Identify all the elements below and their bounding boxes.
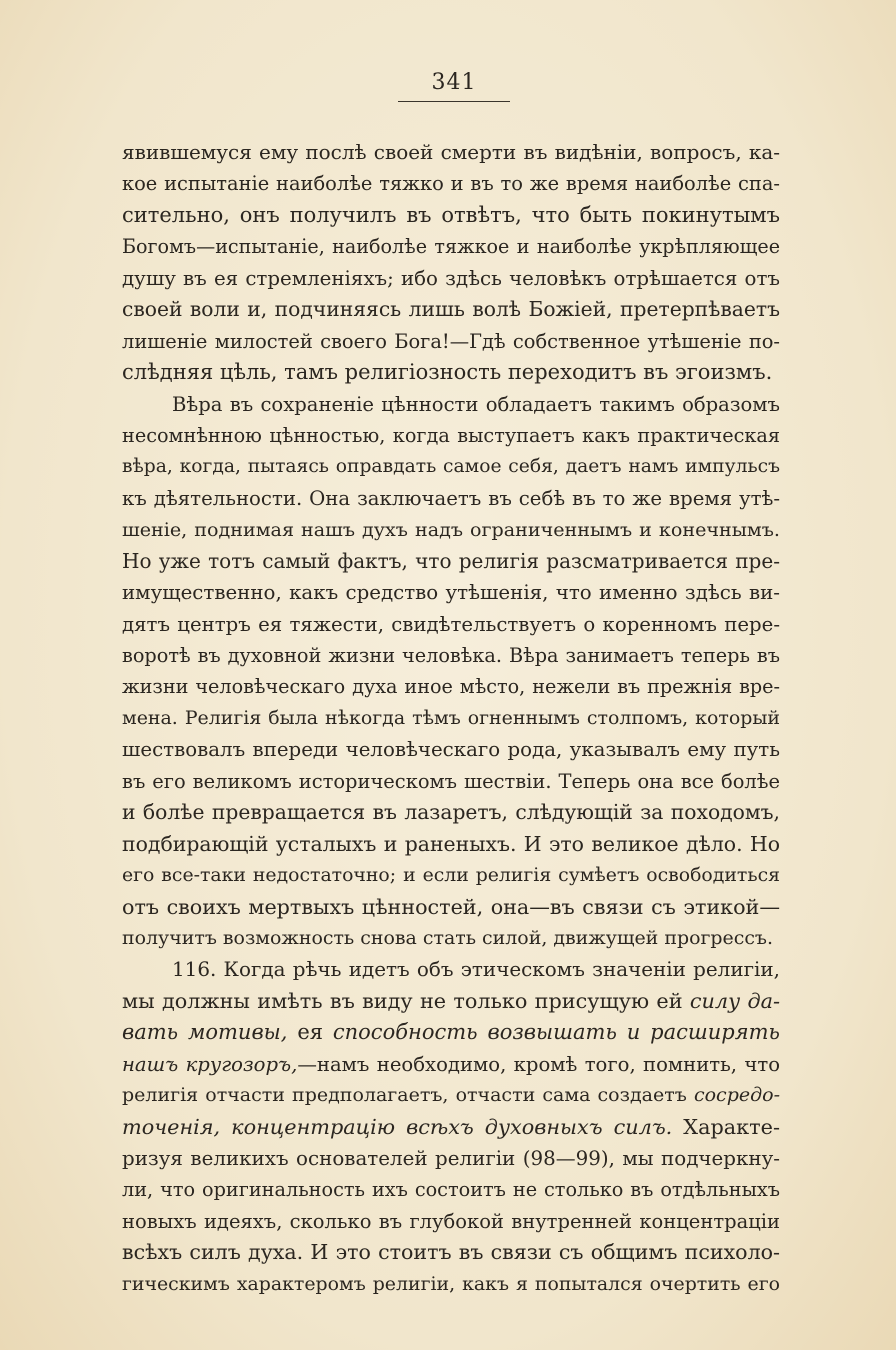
italic-text: вать мотивы, [122,1020,288,1045]
italic-text: сосредо- [693,1084,780,1107]
italic-text: нашъ кругозоръ, [122,1052,298,1076]
text-line: мена. Религія была нѣкогда тѣмъ огненнымъ столпомъ, который [122,706,780,729]
text-line: новыхъ идеяхъ, сколько въ глубокой внутренней концентраціи [122,1209,780,1233]
text-run: Характе- [672,1114,780,1139]
text-line: шествовалъ впереди человѣческаго рода, указывалъ ему путь [122,738,780,762]
text-run: —намъ необходимо, кромѣ того, помнить, что [297,1052,781,1076]
text-line: къ дѣятельности. Она заключаетъ въ себѣ въ то же время утѣ- [122,486,780,510]
text-line [122,1112,780,1143]
text-line: отъ своихъ мертвыхъ цѣнностей, она—въ связи съ этикой— [122,894,780,919]
text-line: ли, что оригинальность ихъ состоитъ не столько въ отдѣльныхъ [122,1178,780,1202]
text-run: ея [287,1020,333,1045]
text-line: Но уже тотъ самый фактъ, что религія разсматривается пре- [122,548,780,573]
text-line: кое испытаніе наиболѣе тяжко и въ то же время наиболѣе спа- [122,172,780,196]
text-line: ризуя великихъ основателей религіи (98—99), мы подчеркну- [122,1147,780,1170]
text-line: и болѣе превращается въ лазаретъ, слѣдующій за походомъ, [122,800,780,825]
text-line: Богомъ—испытаніе, наиболѣе тяжкое и наиболѣе укрѣпляющее [122,235,780,259]
text-line: его все-таки недостаточно; и если религія сумѣетъ освободиться [122,865,780,887]
text-line: лишеніе милостей своего Бога!—Гдѣ собственное утѣшеніе по- [122,329,780,353]
text-run: мы должны имѣть въ виду не только присущую ей [122,988,690,1013]
text-line: въ его великомъ историческомъ шествіи. Теперь она все болѣе [122,769,780,793]
paragraph-116-start: 116. Когда рѣчь идетъ объ этическомъ значеніи религіи, [172,958,780,982]
text-run: религія отчасти предполагаетъ, отчасти сама создаетъ [122,1084,694,1107]
text-line: слѣдняя цѣль, тамъ религіозность переходитъ въ эгоизмъ. [122,360,773,385]
text-line: жизни человѣческаго духа иное мѣсто, нежели въ прежнія вре- [122,675,780,699]
text-line: Вѣра въ сохраненіе цѣнности обладаетъ такимъ образомъ [172,392,780,416]
text-line: сительно, онъ получилъ въ отвѣтъ, что быть покинутымъ [122,202,780,227]
page-number-rule [398,101,510,102]
text-line: шеніе, поднимая нашъ духъ надъ ограниченнымъ и конечнымъ. [122,518,780,542]
text-line: явившемуся ему послѣ своей смерти въ видѣніи, вопросъ, ка- [122,140,780,164]
text-line: несомнѣнною цѣнностью, когда выступаетъ какъ практическая [122,423,780,447]
text-line: вѣра, когда, пытаясь оправдать самое себя, даетъ намъ импульсъ [122,456,780,478]
text-line: своей воли и, подчиняясь лишь волѣ Божіей, претерпѣваетъ [122,297,780,322]
italic-text: точенія, концентрацію всѣхъ духовныхъ силъ. [122,1114,673,1139]
text-line [122,1049,780,1080]
text-line [122,986,780,1017]
italic-text: способность возвышать и расширять [332,1020,780,1045]
italic-text: силу да- [689,988,781,1013]
text-line: воротѣ въ духовной жизни человѣка. Вѣра занимаетъ теперь въ [122,644,780,667]
text-line [122,1017,780,1048]
text-line: имущественно, какъ средство утѣшенія, что именно здѣсь ви- [122,581,780,605]
text-line: гическимъ характеромъ религіи, какъ я попытался очертить его [122,1272,780,1295]
body-text [122,137,780,1300]
text-line: дятъ центръ ея тяжести, свидѣтельствуетъ о коренномъ пере- [122,612,780,636]
text-line: всѣхъ силъ духа. И это стоитъ въ связи съ общимъ психоло- [122,1240,780,1265]
text-line: душу въ ея стремленіяхъ; ибо здѣсь человѣкъ отрѣшается отъ [122,266,780,290]
page-number: 341 [431,70,477,95]
text-line [122,1080,780,1111]
text-line: подбирающій усталыхъ и раненыхъ. И это великое дѣло. Но [122,831,780,856]
text-line: получитъ возможность снова стать силой, движущей прогрессъ. [122,926,774,949]
